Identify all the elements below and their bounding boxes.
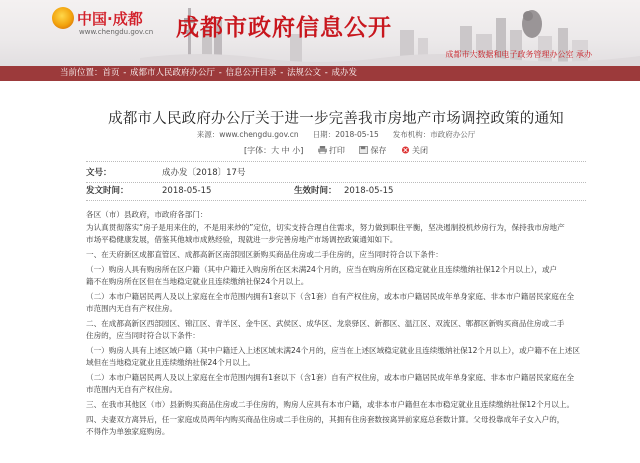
info-row-docno [86, 165, 586, 181]
print-button[interactable] [318, 145, 345, 156]
save-label: 保存 [370, 146, 387, 155]
save-icon [359, 146, 368, 154]
body-paragraph: （二）本市户籍居民两人及以上家庭在全市范围内拥有1套以下（含1套）自有产权住房，或本市户籍居民成年单身家庭、非本市户籍居民家庭在全 [86, 292, 575, 301]
save-button[interactable] [359, 145, 386, 156]
site-banner [0, 0, 640, 66]
meta-publisher: 市政府办公厅 [430, 130, 476, 139]
breadcrumb-separator: - [322, 68, 331, 78]
close-button[interactable] [401, 145, 428, 156]
chengdu-logo-emblem [52, 7, 74, 29]
divider [86, 161, 586, 162]
info-row-dates [86, 183, 586, 199]
site-title[interactable]: 成都市政府信息公开 [176, 15, 392, 41]
docno-label: 文号： [86, 168, 112, 178]
close-label: 关闭 [411, 146, 428, 155]
body-paragraph: 四、夫妻双方离异后，任一家庭成员两年内购买商品住房或二手住房的，其拥有住房套数按离异前家庭总套数计算。父母投靠成年子女入户的， [86, 415, 565, 424]
effective-value: 2018-05-15 [344, 186, 394, 196]
host-text: 成都市大数据和电子政务管理办公室 承办 [445, 50, 592, 59]
body-paragraph: （一）购房人具有上述区域户籍（其中户籍迁入上述区域未满24个月的，应当在上述区域稳定就业且连续缴纳社保12个月以上），或户籍不在上述区 [86, 346, 580, 355]
meta-date-label: 日期： [312, 130, 336, 139]
printer-icon [318, 146, 327, 154]
meta-date: 2018-05-15 [335, 130, 379, 139]
breadcrumb-separator: - [277, 68, 287, 78]
docno-value: 成办发〔2018〕17号 [162, 168, 246, 178]
body-paragraph: 为认真贯彻落实“房子是用来住的，不是用来炒的”定位，切实支持合理自住需求，努力做到职住平衡，坚决遏制投机炒房行为，保持我市房地产 [86, 223, 565, 232]
breadcrumb-separator: - [120, 68, 130, 78]
issue-value: 2018-05-15 [162, 186, 212, 196]
breadcrumb-prefix: 当前位置： [60, 68, 103, 78]
body-paragraph: 住房的，应当同时符合以下条件： [86, 331, 200, 340]
body-paragraph: 一、在天府新区成都直管区、成都高新区南部园区新购买商品住房或二手住房的，应当同时符合以下条件： [86, 250, 443, 259]
close-icon [401, 146, 410, 154]
print-label: 打印 [328, 146, 345, 155]
body-paragraph: 市范围内无自有产权住房。 [86, 385, 178, 394]
breadcrumb [0, 66, 640, 81]
divider [86, 200, 586, 201]
breadcrumb-item-catalog[interactable]: 信息公开目录 [225, 68, 277, 78]
body-paragraph: （一）购房人具有购房所在区户籍（其中户籍迁入购房所在区未满24个月的，应当在购房所在区稳定就业且连续缴纳社保12个月以上），或户 [86, 265, 558, 274]
body-paragraph: 不得作为单独家庭购房。 [86, 427, 170, 436]
issue-label: 发文时间： [86, 186, 129, 196]
body-paragraph: （二）本市户籍居民两人及以上家庭在全市范围内拥有1套以下（含1套）自有产权住房，或本市户籍居民成年单身家庭、非本市户籍居民家庭在全 [86, 373, 575, 382]
article-meta [86, 129, 586, 140]
breadcrumb-item-home[interactable]: 首页 [102, 68, 120, 78]
body-paragraph: 域但在当地稳定就业且连续缴纳社保24个月以上。 [86, 358, 256, 367]
body-paragraph: 籍不在购房所在区但在当地稳定就业且连续缴纳社保24个月以上。 [86, 277, 309, 286]
font-size-control[interactable]: [字体：大 中 小] [244, 146, 304, 155]
body-paragraph: 各区（市）县政府，市政府各部门： [86, 210, 208, 219]
meta-source: www.chengdu.gov.cn [219, 130, 299, 139]
breadcrumb-item-office[interactable]: 成都市人民政府办公厅 [130, 68, 216, 78]
meta-publisher-label: 发布机构： [392, 130, 431, 139]
effective-label: 生效时间： [294, 186, 337, 196]
meta-source-label: 来源： [196, 130, 220, 139]
body-paragraph: 三、在我市其他区（市）县新购买商品住房或二手住房的，购房人应具有本市户籍，或非本市户籍但在本市稳定就业且连续缴纳社保12个月以上。 [86, 400, 575, 409]
breadcrumb-separator: - [216, 68, 225, 78]
body-paragraph: 市范围内无自有产权住房。 [86, 304, 178, 313]
article-tools [86, 145, 586, 156]
body-paragraph: 市场平稳健康发展，借鉴其他城市成熟经验，现就进一步完善房地产市场调控政策通知如下。 [86, 235, 398, 244]
logo-url: www.chengdu.gov.cn [79, 28, 154, 36]
breadcrumb-item-chengbanfa[interactable]: 成办发 [331, 68, 358, 78]
body-paragraph: 二、在成都高新区西部园区、锦江区、青羊区、金牛区、武侯区、成华区、龙泉驿区、新都区、温江区、双流区、郫都区新购买商品住房或二手 [86, 319, 565, 328]
article-title: 成都市人民政府办公厅关于进一步完善我市房地产市场调控政策的通知 [108, 111, 564, 127]
logo-text[interactable]: 中国·成都 [77, 10, 143, 28]
article-body [86, 209, 586, 438]
breadcrumb-item-documents[interactable]: 法规公文 [287, 68, 322, 78]
